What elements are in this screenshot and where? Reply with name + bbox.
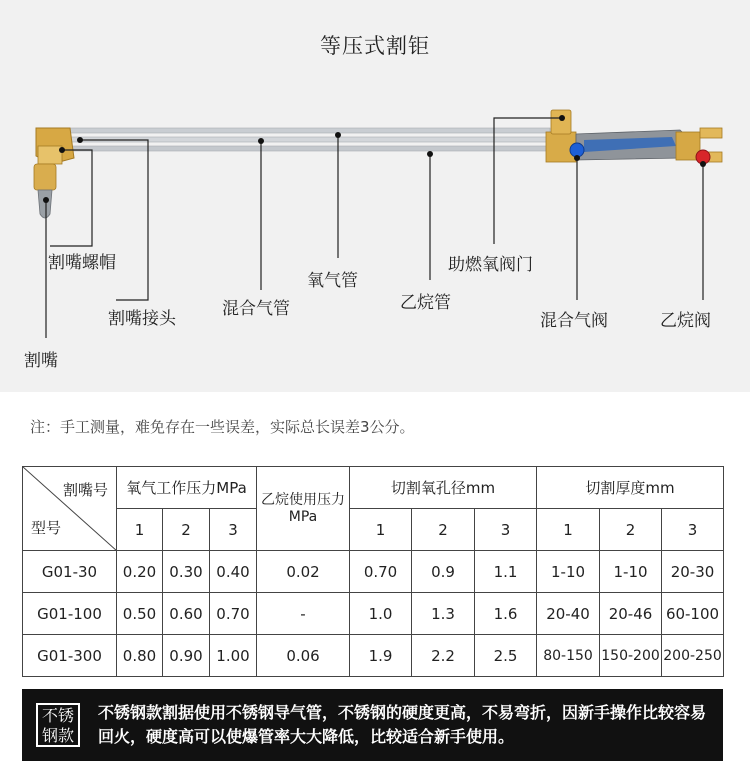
oxygen-cell: 0.60 — [163, 593, 210, 635]
stainless-footer-banner — [22, 689, 723, 761]
header-cut-thickness: 切割厚度mm — [537, 467, 724, 509]
footer-description: 不锈钢款割据使用不锈钢导气管，不锈钢的硬度更高，不易弯折，因新手操作比较容易回火，硬度高可以使爆管率大大降低，比较适合新手使用。 — [98, 703, 707, 746]
label-nozzle-nut: 割嘴螺帽 — [48, 253, 116, 273]
table-row — [23, 551, 724, 593]
badge-line-2: 钢款 — [41, 726, 74, 745]
hole-cell: 1.6 — [475, 593, 537, 635]
thickness-cell: 80-150 — [537, 635, 600, 677]
sub-hole-2: 2 — [412, 509, 475, 551]
model-cell: G01-100 — [23, 593, 117, 635]
thickness-cell: 150-200 — [600, 635, 662, 677]
sub-hole-3: 3 — [475, 509, 537, 551]
thickness-cell: 20-40 — [537, 593, 600, 635]
header-acetylene-pressure: 乙烷使用压力MPa — [257, 467, 350, 551]
sub-thickness-3: 3 — [662, 509, 724, 551]
corner-bottom-label: 型号 — [31, 519, 62, 537]
mix-valve-knob — [570, 143, 584, 157]
oxygen-cell: 0.50 — [117, 593, 163, 635]
label-nozzle-joint: 割嘴接头 — [108, 309, 176, 329]
thickness-cell: 20-30 — [662, 551, 724, 593]
header-oxygen-pressure: 氧气工作压力MPa — [117, 467, 257, 509]
torch-head — [34, 128, 74, 218]
thickness-cell: 60-100 — [662, 593, 724, 635]
oxygen-cell: 0.20 — [117, 551, 163, 593]
diagram-title: 等压式割钜 — [320, 34, 430, 58]
table-subheader-row — [23, 509, 724, 551]
badge-line-1: 不锈 — [41, 706, 74, 725]
model-cell: G01-300 — [23, 635, 117, 677]
hole-cell: 1.0 — [350, 593, 412, 635]
table-corner-cell — [23, 467, 117, 551]
oxygen-cell: 0.80 — [117, 635, 163, 677]
label-nozzle: 割嘴 — [24, 351, 58, 371]
oxygen-cell: 1.00 — [210, 635, 257, 677]
hole-cell: 1.9 — [350, 635, 412, 677]
oxygen-cell: 0.70 — [210, 593, 257, 635]
hole-cell: 2.2 — [412, 635, 475, 677]
spec-table — [22, 466, 724, 677]
acetylene-cell: 0.06 — [257, 635, 350, 677]
table-row — [23, 635, 724, 677]
measurement-note: 注：手工测量，难免存在一些误差，实际总长误差3公分。 — [30, 418, 415, 436]
label-acetylene-tube: 乙烷管 — [400, 293, 451, 313]
sub-thickness-2: 2 — [600, 509, 662, 551]
acetylene-cell: 0.02 — [257, 551, 350, 593]
thickness-cell: 20-46 — [600, 593, 662, 635]
sub-hole-1: 1 — [350, 509, 412, 551]
hole-cell: 1.3 — [412, 593, 475, 635]
hole-cell: 2.5 — [475, 635, 537, 677]
hole-cell: 0.9 — [412, 551, 475, 593]
model-cell: G01-30 — [23, 551, 117, 593]
sub-oxygen-3: 3 — [210, 509, 257, 551]
oxygen-cell: 0.40 — [210, 551, 257, 593]
thickness-cell: 1-10 — [600, 551, 662, 593]
label-acetylene-valve: 乙烷阀 — [660, 311, 711, 331]
thickness-cell: 200-250 — [662, 635, 724, 677]
sub-oxygen-2: 2 — [163, 509, 210, 551]
label-oxygen-tube: 氧气管 — [307, 271, 358, 291]
label-mix-valve: 混合气阀 — [540, 311, 608, 331]
oxygen-cell: 0.30 — [163, 551, 210, 593]
label-mix-tube: 混合气管 — [222, 299, 290, 319]
label-oxygen-valve: 助燃氧阀门 — [448, 255, 533, 275]
sub-thickness-1: 1 — [537, 509, 600, 551]
table-header-row — [23, 467, 724, 509]
oxygen-cell: 0.90 — [163, 635, 210, 677]
sub-oxygen-1: 1 — [117, 509, 163, 551]
stainless-badge — [36, 703, 80, 747]
corner-top-label: 割嘴号 — [62, 481, 108, 499]
acetylene-cell: - — [257, 593, 350, 635]
hole-cell: 0.70 — [350, 551, 412, 593]
header-hole-diameter: 切割氧孔径mm — [350, 467, 537, 509]
table-row — [23, 593, 724, 635]
thickness-cell: 1-10 — [537, 551, 600, 593]
hole-cell: 1.1 — [475, 551, 537, 593]
